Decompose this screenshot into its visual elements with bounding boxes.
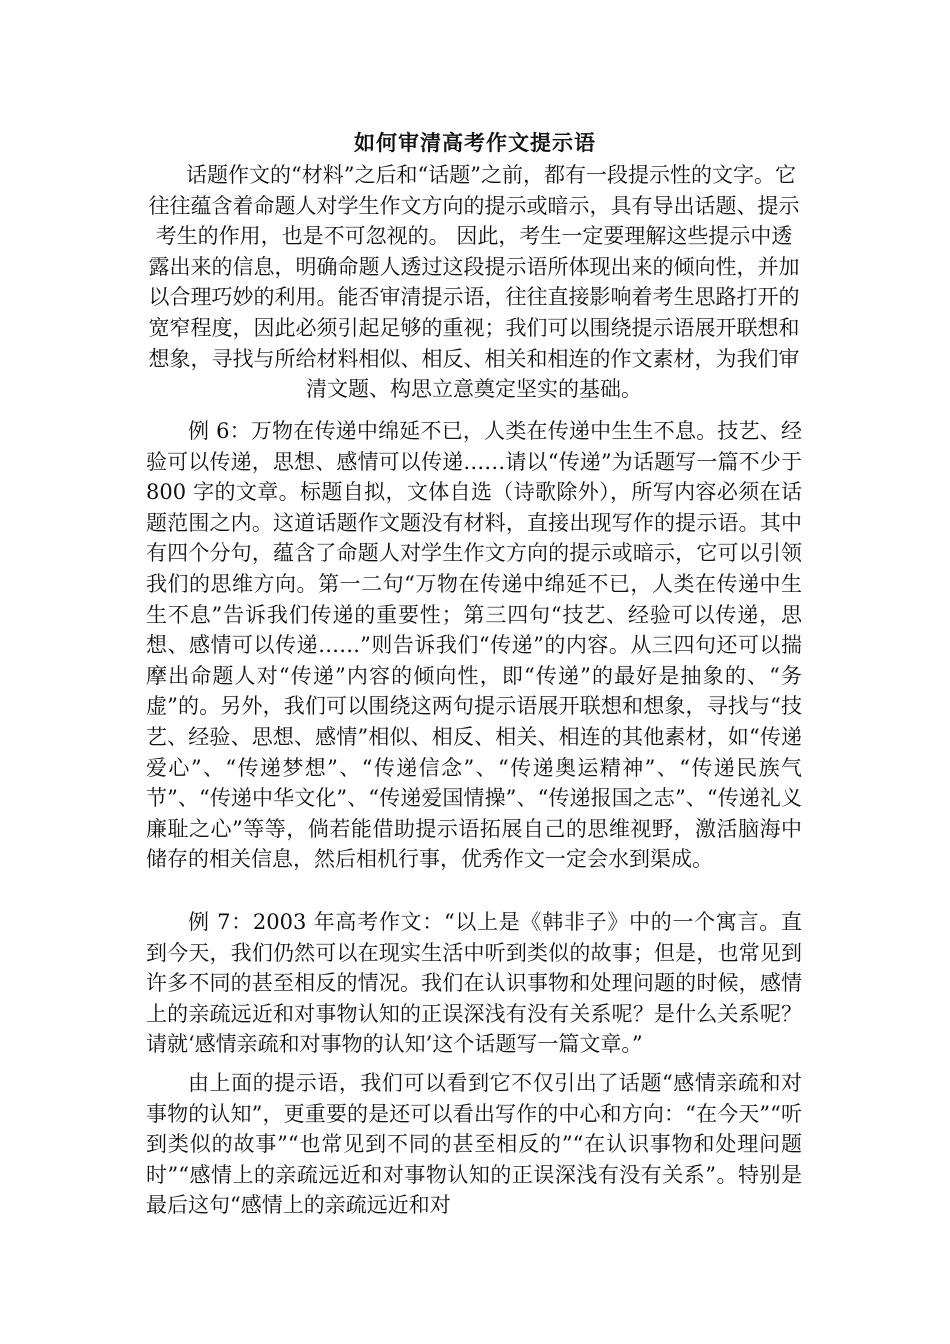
example-6-paragraph: 例 6：万物在传递中绵延不已，人类在传递中生生不息。技艺、经验可以传递，思想、感情可以传递……请以“传递”为话题写一篇不少于 800 字的文章。标题自拟，文体自选（诗歌除外），所写内容必须在话题范围之内。这道话题作文题没有材料，直接出现写作的提示语。其中有四个分句，蕴含了命题人对学生作文方向的提示或暗示，它可以引领我们的思维方向。第一二句“万物在传递中绵延不已，人类在传递中生生不息”告诉我们传递的重要性；第三四句“技艺、经验可以传递，思想、感情可以传递……”则告诉我们“传递”的内容。从三四句还可以揣摩出命题人对“传递”内容的倾向性，即“传递”的最好是抽象的、“务虚”的。另外，我们可以围绕这两句提示语展开联想和想象，寻找与“技艺、经验、思想、感情”相似、相反、相关、相连的其他素材，如“传递爱心”、“传递梦想”、“传递信念”、“传递奥运精神”、“传递民族气节”、“传递中华文化”、“传递爱国情操”、“传递报国之志”、“传递礼义廉耻之心”等等，倘若能借助提示语拓展自己的思维视野，激活脑海中储存的相关信息，然后相机行事，优秀作文一定会水到渠成。 (146, 419, 802, 872)
intro-paragraph-text: 话题作文的“材料”之后和“话题”之前，都有一段提示性的文字。它往往蕴含着命题人对学生作文方向的提示或暗示，具有导出话题、提示考生的作用，也是不可忽视的。 因此，考生一定要理解这些提示中透露出来的信息，明确命题人透过这段提示语所体现出来的倾向性，并加以合理巧妙的利用。能否审清提示语，往往直接影响着考生思路打开的宽窄程度，因此必须引起足够的重视；我们可以围绕提示语展开联想和想象，寻找与所给材料相似、相反、相关和相连的作文素材，为我们审清文题、构思立意奠定坚实的基础。 (148, 163, 800, 402)
intro-paragraph (146, 160, 802, 405)
document-title: 如何审清高考作文提示语 (354, 130, 596, 155)
analysis-paragraph: 由上面的提示语，我们可以看到它不仅引出了话题“感情亲疏和对事物的认知”，更重要的是还可以看出写作的中心和方向：“在今天”“听到类似的故事”“也常见到不同的甚至相反的”“在认识事物和处理问题时”“感情上的亲疏远近和对事物认知的正误深浅有没有关系”。特别是最后这句“感情上的亲疏远近和对 (146, 1071, 802, 1218)
example-7-paragraph: 例 7：2003 年高考作文：“以上是《韩非子》中的一个寓言。直到今天，我们仍然可以在现实生活中听到类似的故事；但是，也常见到许多不同的甚至相反的情况。我们在认识事物和处理问题的时候，感情上的亲疏远近和对事物认知的正误深浅有没有关系呢？是什么关系呢？请就‘感情亲疏和对事物的认知’这个话题写一篇文章。” (146, 910, 802, 1057)
